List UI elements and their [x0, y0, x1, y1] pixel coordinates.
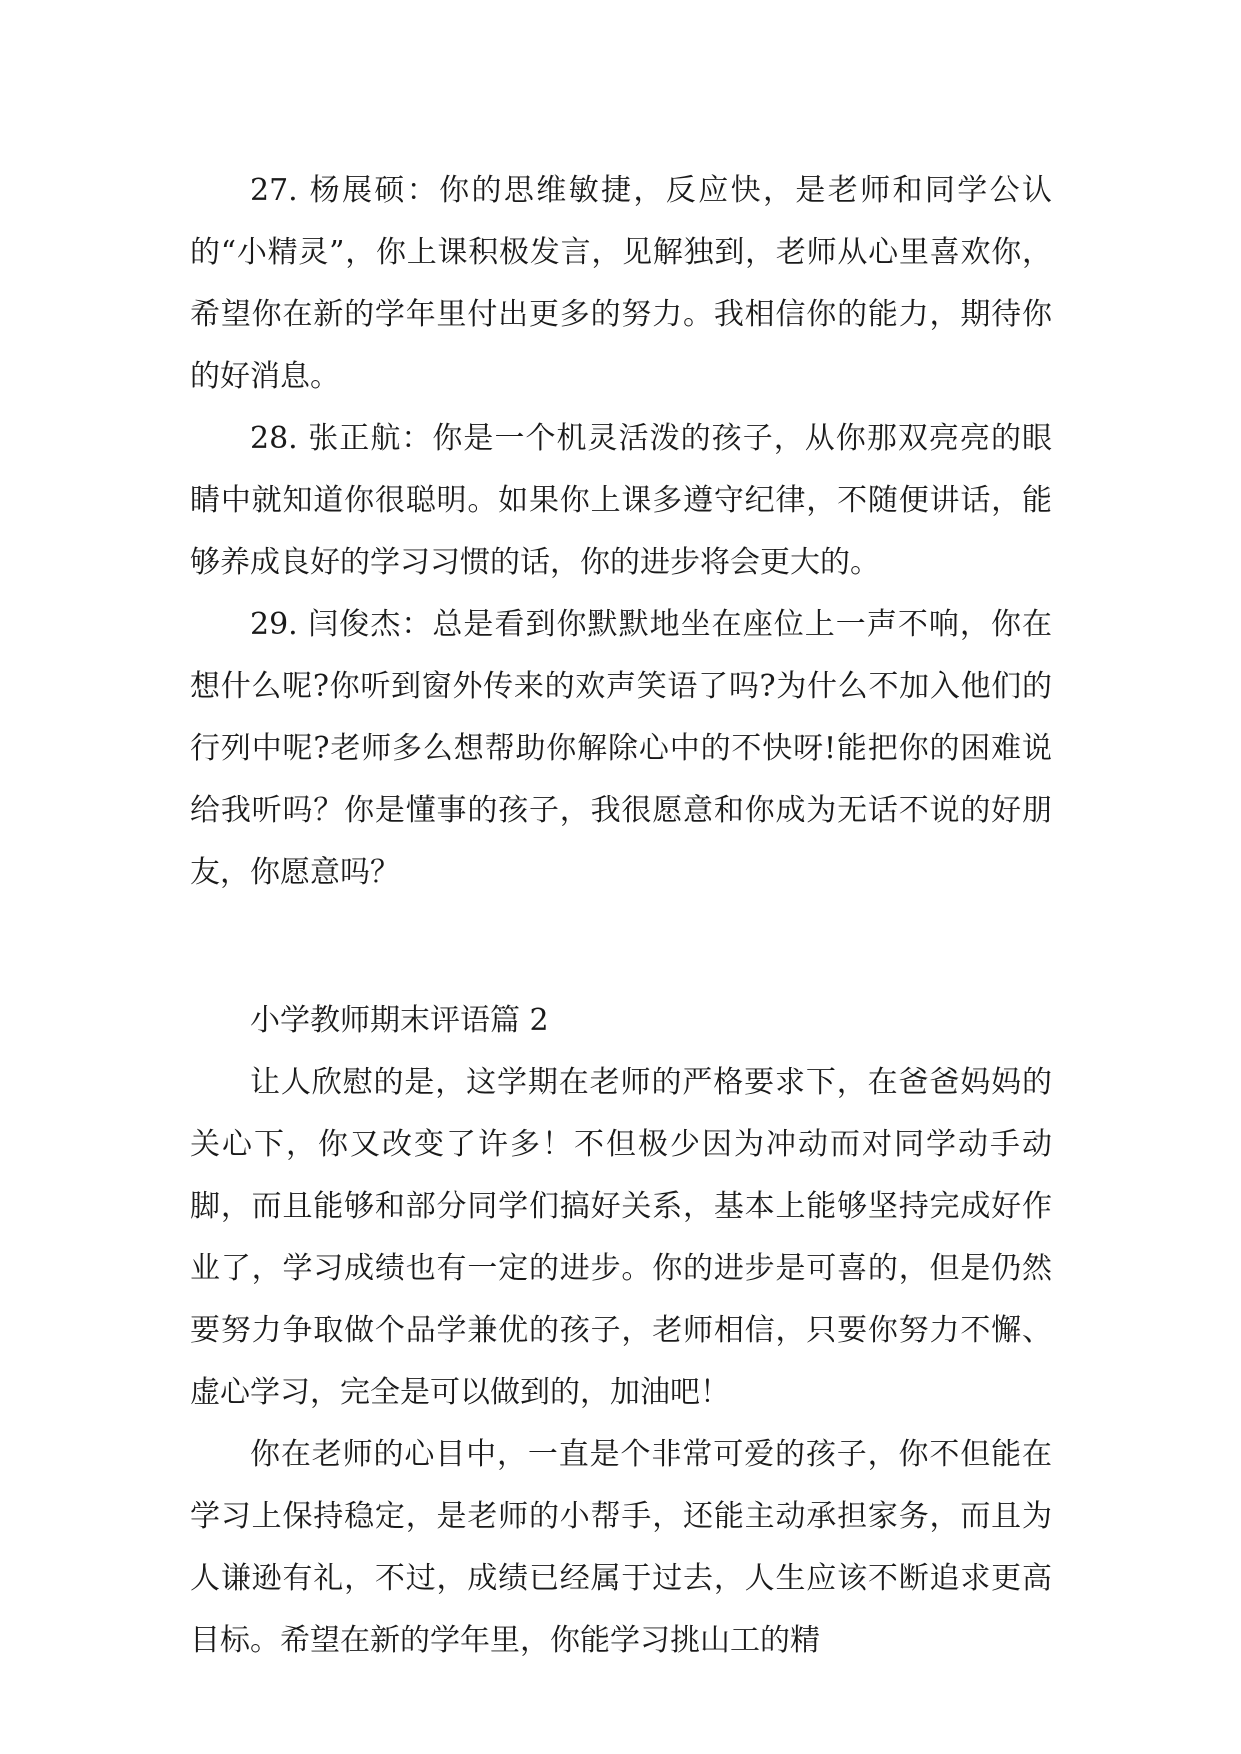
document-body — [190, 160, 1052, 1672]
comment-paragraph-29: 29. 闫俊杰：总是看到你默默地坐在座位上一声不响，你在想什么呢?你听到窗外传来的欢声笑语了吗?为什么不加入他们的行列中呢?老师多么想帮助你解除心中的不快呀!能把你的困难说给我听吗？你是懂事的孩子，我很愿意和你成为无话不说的好朋友，你愿意吗？ — [190, 607, 1052, 890]
comment-paragraph-27: 27. 杨展硕：你的思维敏捷，反应快，是老师和同学公认的“小精灵”，你上课积极发言，见解独到，老师从心里喜欢你，希望你在新的学年里付出更多的努力。我相信你的能力，期待你的好消息。 — [190, 173, 1052, 394]
comment-paragraph-section2-2: 你在老师的心目中，一直是个非常可爱的孩子，你不但能在学习上保持稳定，是老师的小帮手，还能主动承担家务，而且为人谦逊有礼，不过，成绩已经属于过去，人生应该不断追求更高目标。希望在新的学年里，你能学习挑山工的精 — [190, 1437, 1052, 1658]
comment-paragraph-28: 28. 张正航：你是一个机灵活泼的孩子，从你那双亮亮的眼睛中就知道你很聪明。如果你上课多遵守纪律，不随便讲话，能够养成良好的学习习惯的话，你的进步将会更大的。 — [190, 421, 1052, 580]
comment-paragraph-section2-1: 让人欣慰的是，这学期在老师的严格要求下，在爸爸妈妈的关心下，你又改变了许多！不但极少因为冲动而对同学动手动脚，而且能够和部分同学们搞好关系，基本上能够坚持完成好作业了，学习成绩也有一定的进步。你的进步是可喜的，但是仍然要努力争取做个品学兼优的孩子，老师相信，只要你努力不懈、虚心学习，完全是可以做到的，加油吧！ — [190, 1065, 1052, 1410]
section-heading: 小学教师期末评语篇 2 — [250, 1003, 549, 1038]
